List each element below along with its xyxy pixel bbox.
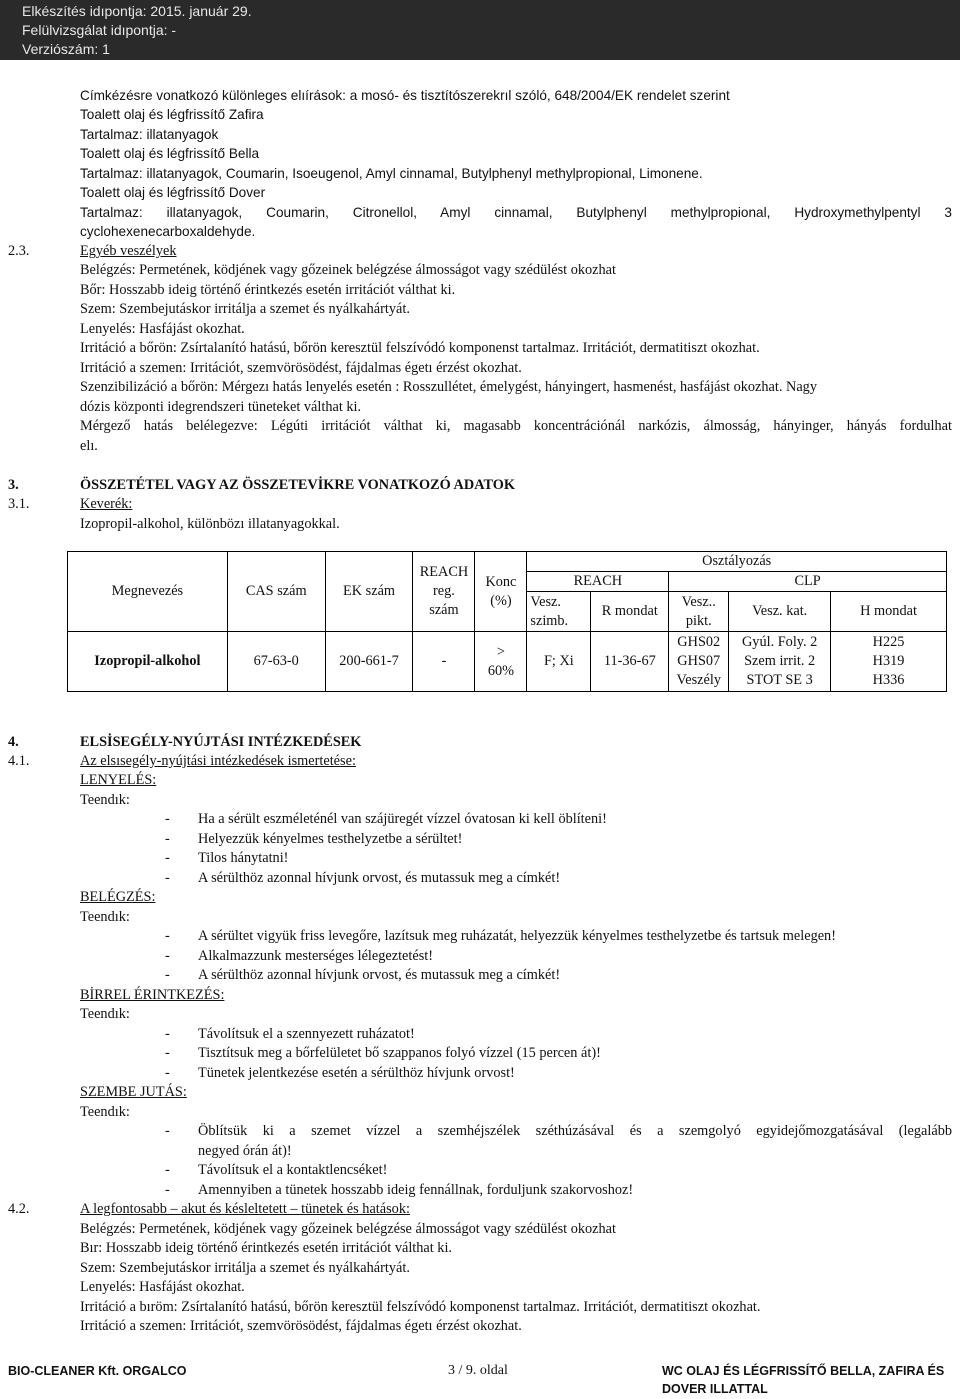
list-item: Távolítsuk el a kontaktlencséket!: [198, 1162, 388, 1178]
toxicity-line-cont: elı.: [80, 438, 98, 454]
section-4-2-title: A legfontosabb – akut és késleltetett – tünetek és hatások:: [80, 1201, 410, 1217]
cell-hazard-category: [729, 632, 831, 692]
document-header: [0, 0, 960, 60]
list-dash: -: [165, 1182, 170, 1198]
header-reach-reg-line: REACH: [419, 564, 469, 580]
list-item: Öblítsük ki a szemet vízzel a szemhéjszélek széthúzásával és a szemgolyó egyidejőmozgatásával (legalább: [198, 1123, 952, 1139]
inhalation-title: BELÉGZÉS:: [80, 889, 156, 905]
section-4-1-title: Az elsısegély-nyújtási intézkedések ismertetése:: [80, 753, 356, 769]
header-pictogram-line: Vesz..: [681, 593, 716, 610]
cell-hazard-category-line: Gyúl. Foly. 2: [741, 634, 818, 650]
section-2-3-number: 2.3.: [8, 243, 30, 259]
product-zafira-content: Tartalmaz: illatanyagok: [80, 127, 219, 142]
composition-table: [67, 551, 947, 692]
action-label: Teendık:: [80, 909, 130, 925]
header-pictogram-line: pikt.: [685, 612, 712, 629]
section-3-1-title: Keverék:: [80, 496, 133, 512]
footer-page-number: 3 / 9. oldal: [448, 1363, 508, 1378]
hazard-line: Irritáció a bőrön: Zsírtalanító hatású, bőrön keresztül felszívódó komponenst tartalmaz. Irritációt, dermatitiszt okozhat.: [80, 340, 760, 356]
hazard-line: Bőr: Hosszabb ideig történő érintkezés esetén irritációt válthat ki.: [80, 282, 456, 298]
cell-pictogram-line: Veszély: [676, 672, 721, 688]
section-4-1-number: 4.1.: [8, 753, 30, 769]
header-konc-line: Konc: [485, 573, 517, 590]
list-dash: -: [165, 870, 170, 886]
version-number: Verziószám: 1: [22, 41, 110, 57]
cell-h-phrase: [831, 632, 947, 692]
cell-konc: [475, 632, 527, 692]
cell-reach-reg: -: [413, 632, 475, 692]
list-dash: -: [165, 1065, 170, 1081]
list-dash: -: [165, 967, 170, 983]
list-item: Tilos hánytatni!: [198, 850, 289, 866]
section-3-1-number: 3.1.: [8, 496, 30, 512]
list-item: A sérülthöz azonnal hívjunk orvost, és mutassuk meg a címkét!: [198, 967, 561, 983]
cell-h-phrase-line: H225: [872, 634, 905, 650]
symptom-line: Lenyelés: Hasfájást okozhat.: [80, 1279, 245, 1295]
prepared-date: Elkészítés idıpontja: 2015. január 29.: [22, 3, 252, 19]
section-4-title: ELSİSEGÉLY-NYÚJTÁSI INTÉZKEDÉSEK: [80, 734, 362, 750]
list-item: Amennyiben a tünetek hosszabb ideig fennállnak, forduljunk szakorvoshoz!: [198, 1182, 634, 1198]
cell-konc-line: >: [496, 643, 505, 660]
header-reach-reg-line: szám: [429, 602, 459, 618]
hazard-line: Irritáció a szemen: Irritációt, szemvörösödést, fájdalmas égetı érzést okozhat.: [80, 360, 522, 376]
list-item: Tünetek jelentkezése esetén a sérülthöz hívjunk orvost!: [198, 1065, 515, 1081]
header-r-phrase: R mondat: [591, 592, 669, 632]
symptom-line: Irritáció a szemen: Irritációt, szemvörösödést, fájdalmas égetı érzést okozhat.: [80, 1318, 522, 1334]
section-4-2-number: 4.2.: [8, 1201, 30, 1217]
footer-product: [662, 1362, 944, 1398]
section-3-title: ÖSSZETÉTEL VAGY AZ ÖSSZETEVİKRE VONATKOZÓ ADATOK: [80, 477, 515, 493]
footer-product-line: WC OLAJ ÉS LÉGFRISSÍTŐ BELLA, ZAFIRA ÉS: [662, 1364, 945, 1378]
list-dash: -: [165, 811, 170, 827]
header-konc-line: (%): [490, 592, 512, 609]
header-reach-reg: [413, 552, 475, 632]
list-dash: -: [165, 1026, 170, 1042]
header-hazard-symbol-line: Vesz.: [530, 593, 561, 610]
list-dash: -: [165, 831, 170, 847]
list-dash: -: [165, 1123, 170, 1139]
symptom-line: Szem: Szembejutáskor irritálja a szemet és nyálkahártyát.: [80, 1260, 410, 1276]
sensitisation-line: Szenzibilizáció a bőrön: Mérgezı hatás lenyelés esetén : Rosszullétet, émelygést, hányingert, hasmenést, hasfájást okozhat. Nagy: [80, 379, 817, 395]
labeling-title: Címkézésre vonatkozó különleges elıírások: a mosó- és tisztítószerekrıl szóló, 648/2004/EK rendelet szerint: [80, 88, 730, 103]
eye-contact-title: SZEMBE JUTÁS:: [80, 1084, 187, 1100]
list-dash: -: [165, 850, 170, 866]
list-dash: -: [165, 928, 170, 944]
section-2-3-title: Egyéb veszélyek: [80, 243, 177, 259]
cell-h-phrase-line: H336: [872, 672, 905, 688]
action-label: Teendık:: [80, 792, 130, 808]
footer-company: BIO-CLEANER Kft. ORGALCO: [8, 1364, 187, 1378]
header-reach: REACH: [527, 572, 669, 592]
header-hazard-symbol: [527, 592, 591, 632]
cell-h-phrase-line: H319: [872, 653, 905, 669]
product-dover-content: Tartalmaz: illatanyagok, Coumarin, Citronellol, Amyl cinnamal, Butylphenyl methylpropional, Hydroxymethylpentyl 3: [80, 205, 952, 220]
action-label: Teendık:: [80, 1104, 130, 1120]
header-clp: CLP: [669, 572, 947, 592]
list-item: Alkalmazzunk mesterséges lélegeztetést!: [198, 948, 433, 964]
mixture-description: Izopropil-alkohol, különbözı illatanyagokkal.: [80, 516, 340, 532]
header-hazard-symbol-line: szimb.: [530, 612, 569, 629]
header-pictogram: [669, 592, 729, 632]
list-dash: -: [165, 1045, 170, 1061]
cell-pictogram-line: GHS07: [677, 653, 721, 669]
cell-ek: 200-661-7: [325, 632, 413, 692]
header-h-phrase: H mondat: [831, 592, 947, 632]
product-dover-name: Toalett olaj és légfrissítő Dover: [80, 185, 266, 200]
cell-pictogram: [669, 632, 729, 692]
cell-konc-line: 60%: [487, 662, 515, 679]
list-dash: -: [165, 1162, 170, 1178]
cell-pictogram-line: GHS02: [677, 634, 721, 650]
header-konc: [475, 552, 527, 632]
list-dash: -: [165, 948, 170, 964]
list-item: Tisztítsuk meg a bőrfelületet bő szappanos folyó vízzel (15 percen át)!: [198, 1045, 601, 1061]
section-3-number: 3.: [8, 477, 19, 493]
skin-contact-title: BİRREL ÉRINTKEZÉS:: [80, 987, 225, 1003]
cell-name: Izopropil-alkohol: [68, 632, 228, 692]
cell-cas: 67-63-0: [227, 632, 325, 692]
list-item: A sérültet vigyük friss levegőre, lazítsuk meg ruházatát, helyezzük kényelmes testhelyzetbe és tartsuk melegen!: [198, 928, 836, 944]
symptom-line: Belégzés: Permetének, ködjének vagy gőzeinek belégzése álmosságot vagy szédülést okozhat: [80, 1221, 616, 1237]
cell-hazard-category-line: Szem irrit. 2: [744, 653, 816, 669]
cell-r-phrase: 11-36-67: [591, 632, 669, 692]
cell-hazard-symbol: F; Xi: [527, 632, 591, 692]
product-zafira-name: Toalett olaj és légfrissítő Zafira: [80, 107, 264, 122]
hazard-line: Szem: Szembejutáskor irritálja a szemet és nyálkahártyát.: [80, 301, 410, 317]
header-hazard-category: Vesz. kat.: [729, 592, 831, 632]
product-dover-content-cont: cyclohexenecarboxaldehyde.: [80, 224, 256, 239]
header-cas: CAS szám: [227, 552, 325, 632]
revision-date: Felülvizsgálat idıpontja: -: [22, 22, 177, 38]
list-item: Ha a sérült eszméleténél van szájüregét vízzel óvatosan ki kell öblíteni!: [198, 811, 607, 827]
section-4-number: 4.: [8, 734, 19, 750]
action-label: Teendık:: [80, 1006, 130, 1022]
header-ek: EK szám: [325, 552, 413, 632]
hazard-line: Belégzés: Permetének, ködjének vagy gőzeinek belégzése álmosságot vagy szédülést okozhat: [80, 262, 616, 278]
footer-product-line: DOVER ILLATTAL: [662, 1382, 768, 1396]
header-reach-reg-line: reg.: [433, 583, 455, 599]
symptom-line: Bır: Hosszabb ideig történő érintkezés esetén irritációt válthat ki.: [80, 1240, 452, 1256]
list-item: A sérülthöz azonnal hívjunk orvost, és mutassuk meg a címkét!: [198, 870, 561, 886]
header-classification: Osztályozás: [527, 552, 947, 572]
cell-hazard-category-line: STOT SE 3: [746, 672, 813, 688]
header-name: Megnevezés: [68, 552, 228, 632]
list-item: Helyezzük kényelmes testhelyzetbe a sérültet!: [198, 831, 463, 847]
list-item-cont: negyed órán át)!: [198, 1143, 292, 1159]
sensitisation-line-cont: dózis központi idegrendszeri tüneteket válthat ki.: [80, 399, 362, 415]
ingestion-title: LENYELÉS:: [80, 772, 157, 788]
toxicity-line: Mérgező hatás belélegezve: Légúti irritációt válthat ki, magasabb koncentrációnál narkózis, álmosság, hányinger, hányás fordulhat: [80, 418, 952, 434]
symptom-line: Irritáció a bıröm: Zsírtalanító hatású, bőrön keresztül felszívódó komponenst tartalmaz. Irritációt, dermatitiszt okozhat.: [80, 1299, 761, 1315]
hazard-line: Lenyelés: Hasfájást okozhat.: [80, 321, 245, 337]
list-item: Távolítsuk el a szennyezett ruházatot!: [198, 1026, 415, 1042]
product-bella-content: Tartalmaz: illatanyagok, Coumarin, Isoeugenol, Amyl cinnamal, Butylphenyl methylpropional, Limonene.: [80, 166, 703, 181]
product-bella-name: Toalett olaj és légfrissítő Bella: [80, 146, 260, 161]
